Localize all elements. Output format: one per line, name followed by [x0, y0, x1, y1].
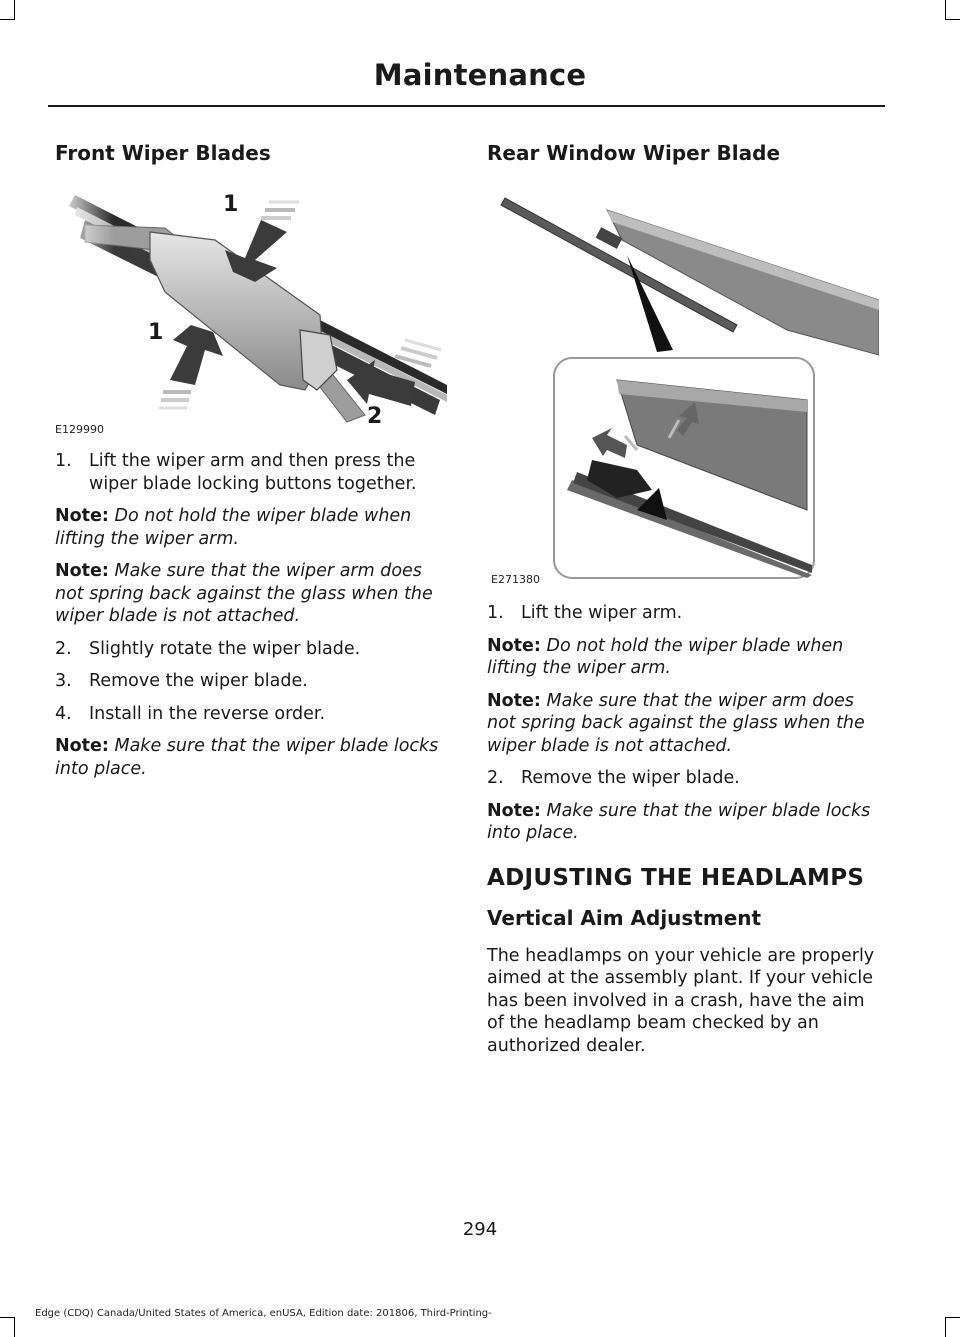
note — [487, 690, 879, 758]
rear-wiper-illustration — [487, 180, 879, 590]
note-text: Make sure that the wiper arm does not spring back against the glass when the wiper blade is not attached. — [487, 690, 865, 756]
body-paragraph: The headlamps on your vehicle are properly aimed at the assembly plant. If your vehicle has been involved in a crash, have the aim of the headlamp beam checked by an authorized dealer. — [487, 945, 875, 1056]
section-title-headlamps: ADJUSTING THE HEADLAMPS — [487, 864, 865, 891]
rear-wiper-figure — [487, 180, 879, 590]
callout-label: 1 — [223, 192, 239, 217]
section-heading-front-wiper: Front Wiper Blades — [55, 141, 271, 165]
step-number: 1. — [55, 451, 72, 471]
note-text: Make sure that the wiper blade locks into place. — [487, 800, 871, 843]
figure-code: E129990 — [55, 423, 104, 436]
section-heading-rear-wiper: Rear Window Wiper Blade — [487, 141, 781, 165]
note-text: Do not hold the wiper blade when lifting the wiper arm. — [487, 635, 844, 678]
note-label: Note: — [487, 690, 541, 711]
note-label: Note: — [55, 736, 109, 756]
note-text: Make sure that the wiper blade locks into place. — [55, 736, 439, 779]
page-title: Maintenance — [373, 58, 587, 92]
step-item — [487, 767, 879, 790]
callout-label: 2 — [367, 404, 383, 429]
step-text: Install in the reverse order. — [89, 703, 326, 724]
crop-mark — [14, 1317, 15, 1337]
note-label: Note: — [55, 561, 109, 581]
crop-mark — [945, 1317, 946, 1337]
edition-footer: Edge (CDQ) Canada/United States of America, enUSA, Edition date: 201806, Third-Printing- — [35, 1308, 492, 1319]
note — [55, 560, 447, 628]
crop-mark — [945, 19, 960, 20]
step-number: 4. — [55, 703, 72, 724]
callout-label: 1 — [148, 320, 164, 345]
note — [55, 505, 447, 550]
step-text: Remove the wiper blade. — [89, 671, 308, 691]
page-number: 294 — [462, 1219, 498, 1240]
step-item — [487, 602, 879, 625]
step-text: Remove the wiper blade. — [521, 768, 740, 788]
note-label: Note: — [487, 635, 541, 656]
left-column — [55, 140, 447, 790]
step-number: 2. — [487, 768, 504, 788]
crop-mark — [945, 1317, 960, 1318]
step-item — [55, 450, 447, 495]
note-text: Make sure that the wiper arm does not spring back against the glass when the wiper blade is not attached. — [55, 561, 433, 626]
figure-code: E271380 — [491, 573, 540, 586]
step-item — [55, 703, 447, 726]
step-number: 1. — [487, 603, 504, 623]
step-item — [55, 670, 447, 693]
note — [487, 800, 879, 845]
crop-mark — [14, 0, 15, 20]
front-wiper-figure — [55, 180, 447, 438]
note-text: Do not hold the wiper blade when lifting the wiper arm. — [55, 506, 412, 549]
crop-mark — [0, 19, 15, 20]
right-column — [487, 140, 879, 1067]
step-number: 3. — [55, 671, 72, 691]
header-rule — [48, 105, 885, 107]
note — [55, 735, 447, 780]
note — [487, 635, 879, 680]
step-number: 2. — [55, 638, 72, 659]
front-wiper-illustration — [55, 180, 447, 438]
step-text: Lift the wiper arm and then press the wiper blade locking buttons together. — [89, 451, 417, 494]
crop-mark — [945, 0, 946, 20]
note-label: Note: — [55, 506, 109, 526]
crop-mark — [0, 1317, 15, 1318]
step-text: Lift the wiper arm. — [521, 603, 683, 623]
note-label: Note: — [487, 800, 541, 821]
step-text: Slightly rotate the wiper blade. — [89, 638, 361, 659]
step-item — [55, 638, 447, 661]
subheading-vertical-aim: Vertical Aim Adjustment — [487, 905, 762, 930]
